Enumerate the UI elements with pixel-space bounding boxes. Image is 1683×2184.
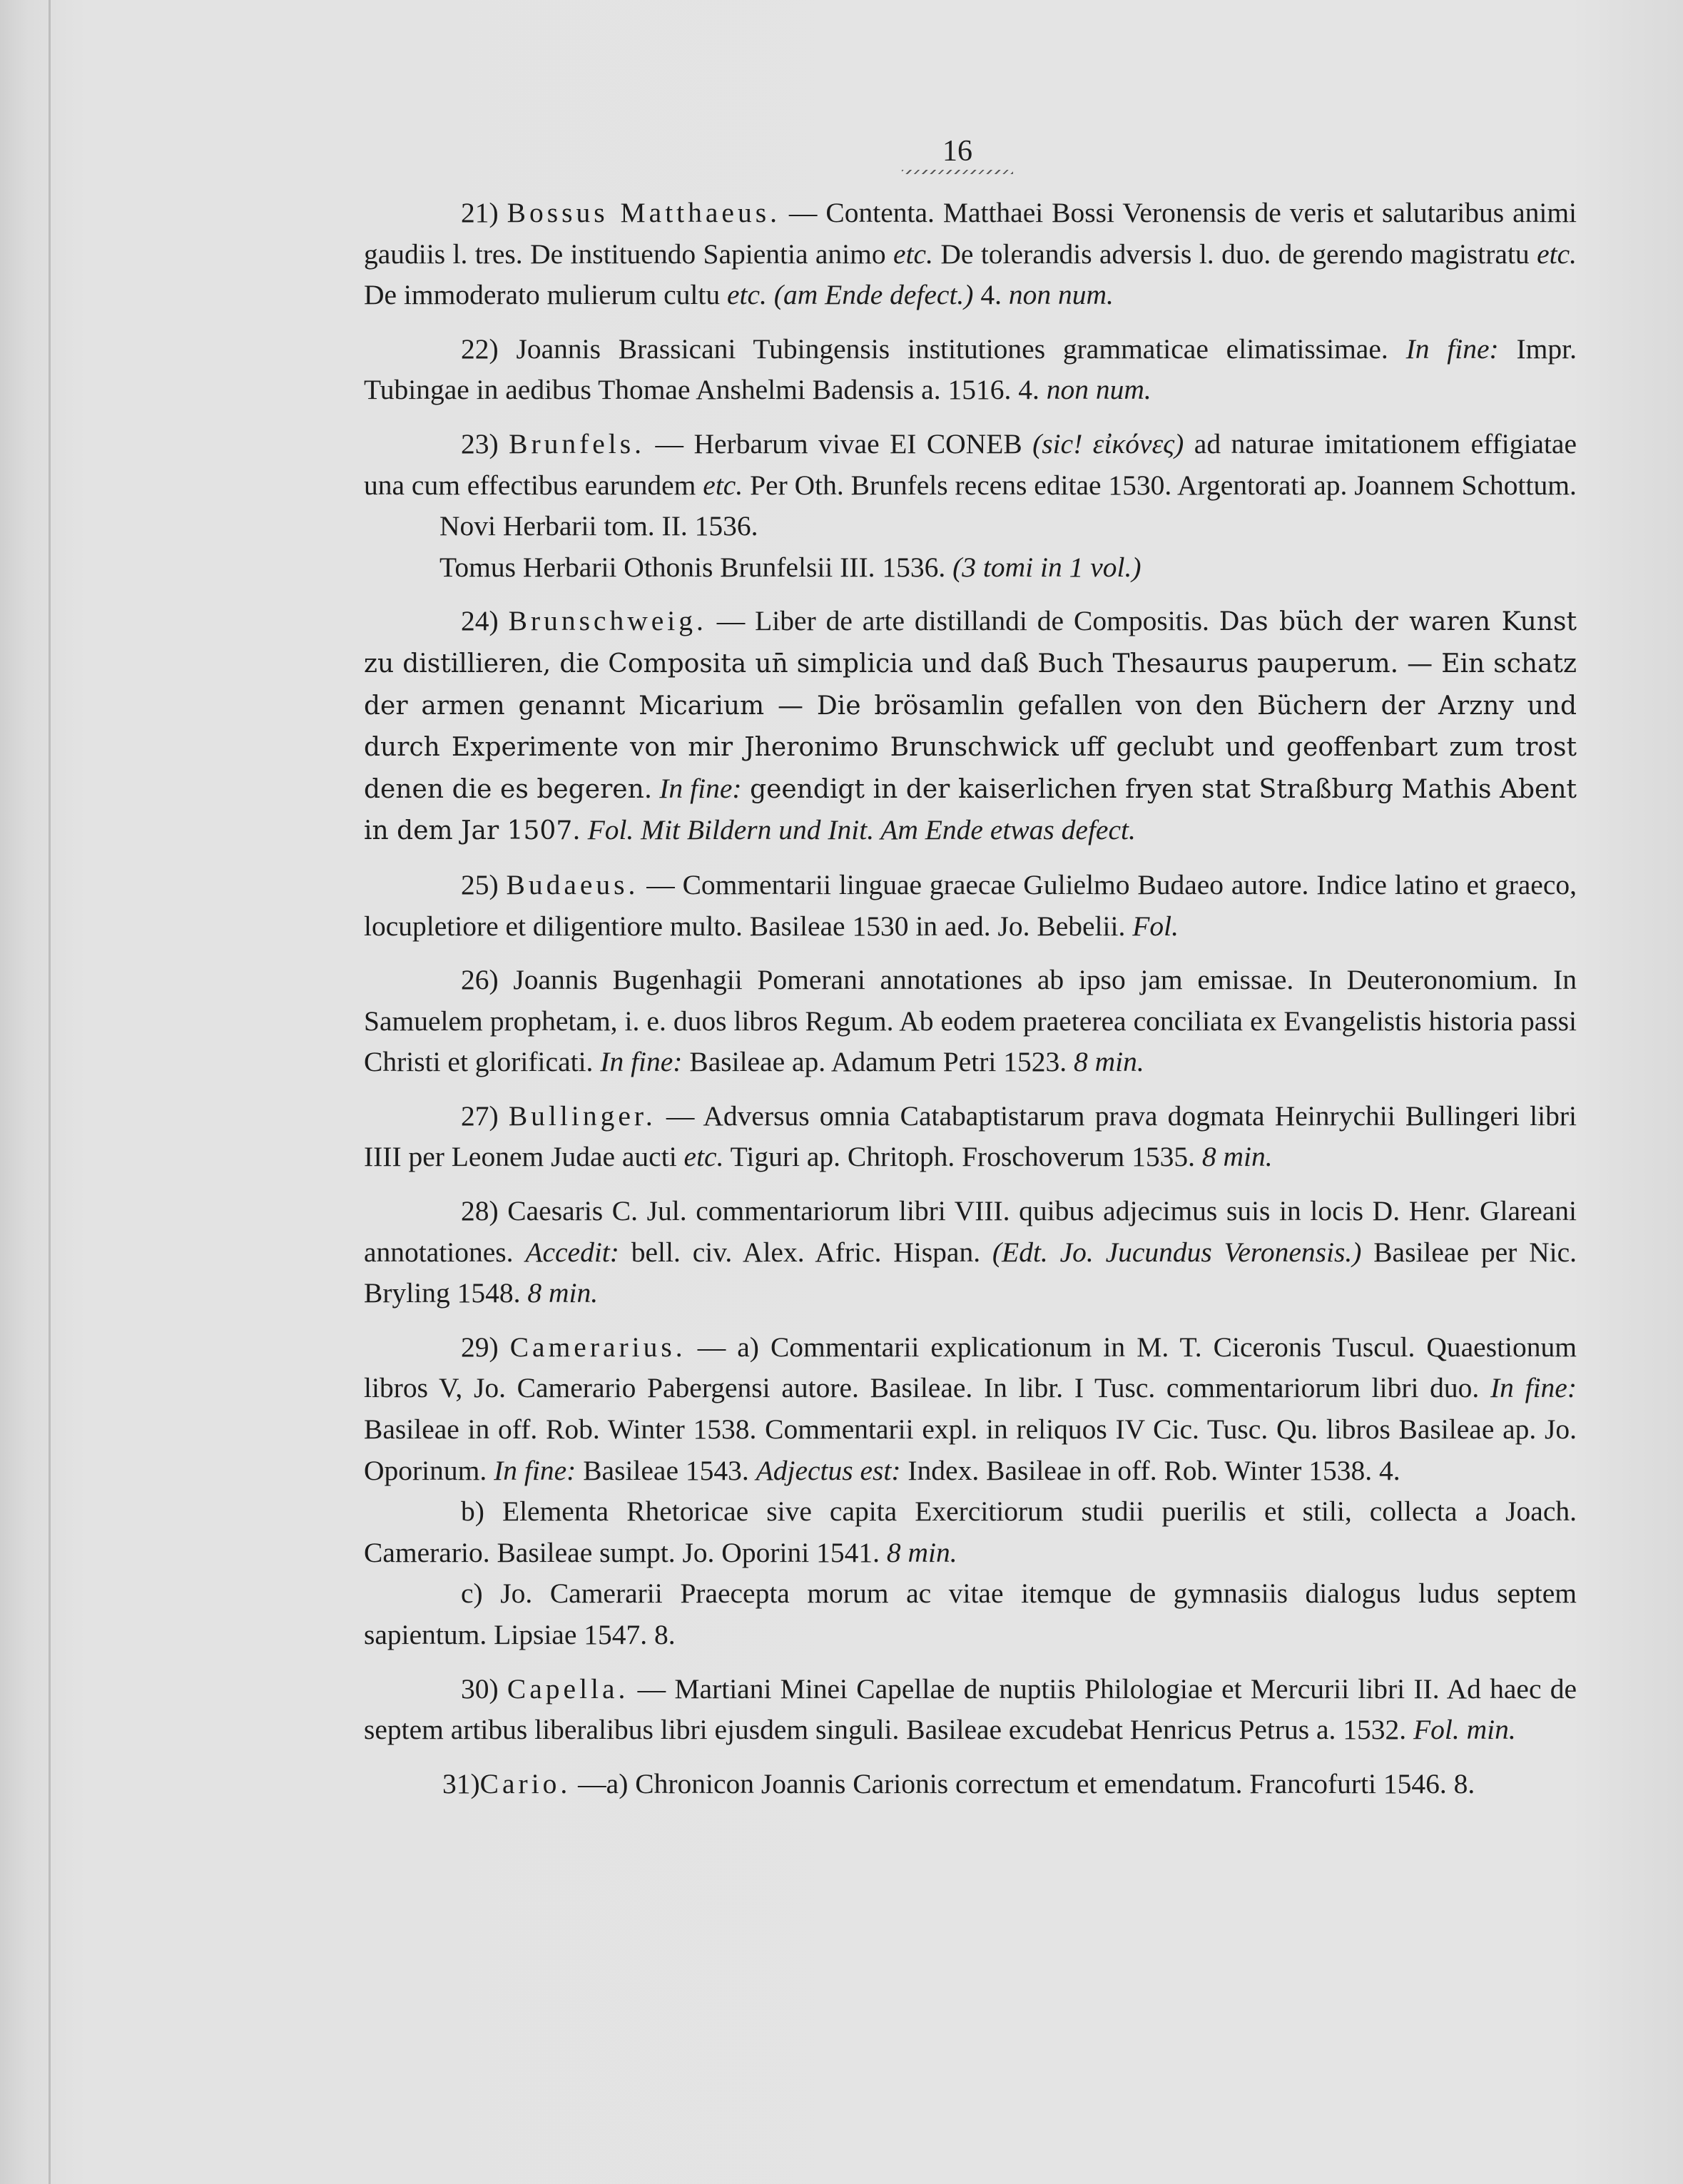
entry-text: — Martiani Minei Capellae de nuptiis Philologiae et Mercurii libri II. Ad haec de septem artibus liberalibus libri ejusdem singuli. Basileae excudebat Henricus Petrus a. 1532. bbox=[364, 1672, 1577, 1746]
entry-22 bbox=[364, 329, 1577, 411]
page-gutter bbox=[49, 0, 51, 2184]
entry-italic: (Edt. Jo. Jucundus Veronensis.) bbox=[992, 1236, 1362, 1268]
entry-italic: etc. bbox=[683, 1141, 724, 1173]
entry-text: Joannis Brassicani Tubingensis institutiones grammaticae elimatissimae. bbox=[498, 332, 1406, 365]
entry-italic: (3 tomi in 1 vol.) bbox=[952, 551, 1142, 583]
entry-29-c bbox=[364, 1573, 1577, 1655]
entry-text: De tolerandis adversis l. duo. de gerendo magistratu bbox=[932, 238, 1537, 270]
entry-text: — Liber de arte distillandi de Compositis. bbox=[706, 605, 1219, 637]
entry-author: Camerarius. bbox=[509, 1331, 686, 1363]
entry-27 bbox=[364, 1096, 1577, 1178]
entry-italic: Fol. bbox=[1132, 910, 1179, 942]
entry-30 bbox=[364, 1669, 1577, 1751]
entry-number: 30) bbox=[461, 1672, 499, 1705]
page-number: 16 bbox=[942, 135, 972, 168]
entry-number: 28) bbox=[461, 1195, 499, 1227]
entry-author: Cario. bbox=[479, 1767, 571, 1799]
entry-italic: 8 min. bbox=[886, 1536, 957, 1568]
entry-author: Bossus Matthaeus. bbox=[507, 197, 781, 228]
entry-italic: 8 min. bbox=[527, 1277, 599, 1309]
entry-text: Basileae 1543. bbox=[576, 1454, 756, 1486]
entry-italic: In fine: bbox=[1490, 1372, 1577, 1404]
entry-italic: Fol. Mit Bildern und Init. Am Ende etwas defect. bbox=[580, 814, 1136, 846]
entry-text: — Adversus omnia Catabaptistarum prava dogmata Heinrychii Bullingeri libri IIII per Leonem Judae aucti bbox=[364, 1099, 1577, 1173]
entry-number: 27) bbox=[461, 1099, 499, 1132]
entry-number: 31) bbox=[442, 1767, 480, 1799]
entry-number: 29) bbox=[461, 1331, 499, 1363]
entry-author: Brunschweig. bbox=[508, 605, 707, 637]
page-number-underline bbox=[902, 170, 1013, 174]
entry-text: — Contenta. Matthaei Bossi Veronensis de veris et salutaribus animi gaudiis l. tres. De instituendo Sapientia animo bbox=[364, 197, 1577, 270]
entry-text: Basileae ap. Adamum Petri 1523. bbox=[682, 1046, 1074, 1078]
entry-text: Joannis Bugenhagii Pomerani annotationes ab ipso jam emissae. In Deuteronomium. In Samuelem prophetam, i. e. duos libros Regum. Ab eodem praeterea conciliata ex Evangelistis historia passi Christi et glorificati. bbox=[364, 964, 1577, 1078]
entry-text: Caesaris C. Jul. commentariorum libri VIII. quibus adjecimus suis in locis D. Henr. Glareani annotationes. bbox=[364, 1195, 1577, 1268]
entry-text: Tiguri ap. Chritoph. Froschoverum 1535. bbox=[723, 1141, 1202, 1173]
entry-text: Index. Basileae in off. Rob. Winter 1538. 4. bbox=[900, 1454, 1400, 1486]
entry-text: Tomus Herbarii Othonis Brunfelsii III. 1536. bbox=[439, 551, 953, 583]
entry-text: — Herbarum vivae EI CONEB bbox=[645, 427, 1033, 459]
entry-number: 24) bbox=[461, 605, 499, 637]
entry-italic: Fol. min. bbox=[1413, 1714, 1516, 1746]
entry-text: Basileae per Nic. Bryling 1548. bbox=[364, 1236, 1577, 1309]
entry-text: 4. bbox=[973, 279, 1009, 311]
entry-text: Novi Herbarii tom. II. 1536. bbox=[439, 510, 758, 542]
entry-author: Budaeus. bbox=[506, 868, 639, 900]
entry-text: — Commentarii linguae graecae Gulielmo Budaeo autore. Indice latino et graeco, locupletiore et diligentiore multo. Basileae 1530 in aed. Jo. Bebelii. bbox=[364, 868, 1577, 942]
entry-text: Impr. Tubingae in aedibus Thomae Anshelmi Badensis a. 1516. 4. bbox=[364, 332, 1577, 406]
entry-24 bbox=[364, 601, 1577, 852]
entry-text: bell. civ. Alex. Afric. Hispan. bbox=[619, 1236, 992, 1268]
entry-author: Brunfels. bbox=[509, 427, 646, 459]
entry-number: 22) bbox=[461, 332, 499, 365]
entry-italic: In fine: bbox=[600, 1046, 683, 1078]
entry-text: ad naturae imitationem effigiatae una cum effectibus earundem bbox=[364, 427, 1577, 501]
entry-23 bbox=[364, 424, 1577, 506]
entry-italic: non num. bbox=[1046, 374, 1151, 406]
entry-text: —a) Chronicon Joannis Carionis correctum et emendatum. Francofurti 1546. 8. bbox=[571, 1767, 1475, 1799]
entry-text: — a) Commentarii explicationum in M. T. Ciceronis Tuscul. Quaestionum libros V, Jo. Camerario Pabergensi autore. Basileae. In libr. I Tusc. commentariorum libri duo. bbox=[364, 1331, 1577, 1404]
entry-number: 26) bbox=[461, 964, 499, 996]
entry-italic: etc. bbox=[703, 469, 743, 501]
entry-25 bbox=[364, 865, 1577, 947]
entry-italic: non num. bbox=[1008, 279, 1114, 311]
entry-author: Capella. bbox=[507, 1672, 629, 1705]
entry-fraktur-text: Das büch der waren Kunst zu distillieren, die Composita un̄ simplicia und daß Buch Thesaurus pauperum. — Ein schatz der armen genannt Micarium — Die brösamlin gefallen von den Büchern der Arzny und durch Experimente von mir Jheronimo Brunschwick uff geclubt und geoffenbart zum trost denen die es begeren. bbox=[364, 607, 1577, 804]
entry-23-line-2 bbox=[364, 506, 1577, 547]
entry-26 bbox=[364, 960, 1577, 1083]
entry-31 bbox=[364, 1764, 1577, 1805]
entry-29-b bbox=[364, 1491, 1577, 1573]
entry-italic: etc. bbox=[1537, 238, 1577, 270]
entry-text: b) Elementa Rhetoricae sive capita Exercitiorum studii puerilis et stili, collecta a Joach. Camerario. Basileae sumpt. Jo. Oporini 1541. bbox=[364, 1495, 1577, 1568]
entry-text: c) Jo. Camerarii Praecepta morum ac vitae itemque de gymnasiis dialogus ludus septem sapientum. Lipsiae 1547. 8. bbox=[364, 1578, 1577, 1650]
entry-italic: etc. bbox=[893, 238, 933, 270]
entry-italic: Accedit: bbox=[525, 1236, 619, 1268]
entry-italic: In fine: bbox=[652, 772, 742, 804]
entry-text: Basileae in off. Rob. Winter 1538. Commentarii expl. in reliquos IV Cic. Tusc. Qu. libros Basileae ap. Jo. Oporinum. bbox=[364, 1413, 1577, 1486]
entry-number: 25) bbox=[461, 868, 499, 900]
entry-23-line-3 bbox=[364, 547, 1577, 589]
entry-italic: Adjectus est: bbox=[756, 1454, 901, 1486]
entry-number: 21) bbox=[461, 197, 499, 228]
entry-italic: 8 min. bbox=[1073, 1046, 1144, 1078]
entry-28 bbox=[364, 1191, 1577, 1314]
entry-fraktur-text: geendigt in der kaiserlichen fryen stat Straßburg Mathis Abent in dem Jar 1507. bbox=[364, 774, 1577, 846]
entry-29 bbox=[364, 1327, 1577, 1491]
entry-text: Per Oth. Brunfels recens editae 1530. Argentorati ap. Joannem Schottum. bbox=[743, 469, 1577, 501]
entry-italic: 8 min. bbox=[1201, 1141, 1273, 1173]
entry-italic: In fine: bbox=[494, 1454, 576, 1486]
entry-italic: In fine: bbox=[1405, 332, 1499, 365]
entry-text: De immoderato mulierum cultu bbox=[364, 279, 727, 311]
entry-italic: etc. (am Ende defect.) bbox=[727, 279, 974, 311]
bibliography-text bbox=[364, 193, 1577, 1817]
entry-number: 23) bbox=[461, 427, 499, 459]
entry-21 bbox=[364, 193, 1577, 316]
entry-author: Bullinger. bbox=[508, 1099, 656, 1132]
entry-italic: (sic! εἰκόνες) bbox=[1032, 427, 1184, 459]
